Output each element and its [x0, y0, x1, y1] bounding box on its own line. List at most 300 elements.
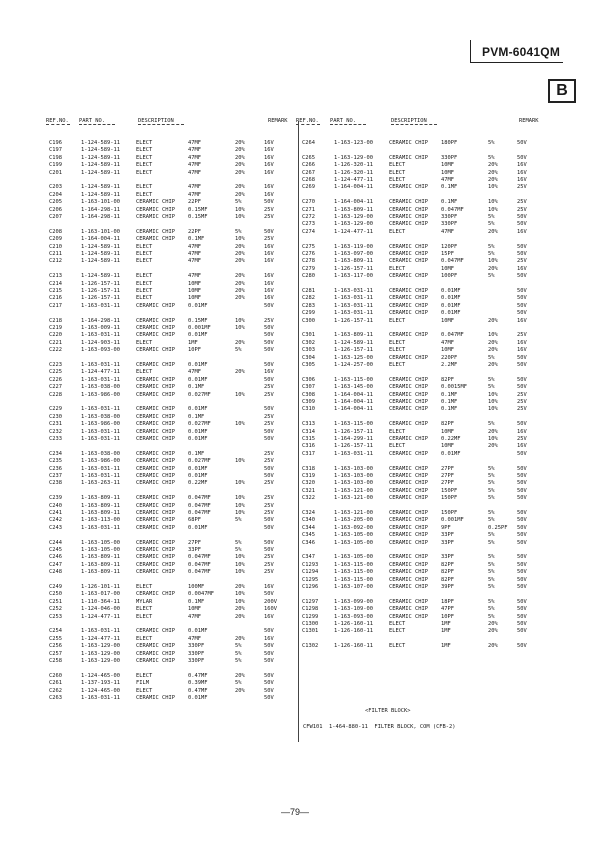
cell-value: 10PF: [441, 613, 454, 620]
cell-value: 0.1MF: [188, 236, 205, 243]
table-row: [302, 288, 547, 295]
cell-value: 330PF: [188, 658, 205, 664]
cell-ref-no: C283: [302, 302, 315, 309]
cell-value: 0.01MF: [441, 450, 461, 457]
cell-ref-no: C213: [49, 273, 62, 280]
cell-voltage: 25V: [264, 450, 274, 457]
table-row: [49, 495, 294, 502]
cell-tolerance: 20%: [488, 177, 498, 183]
table-row: [49, 303, 294, 310]
cell-voltage: 50V: [517, 517, 527, 524]
cell-tolerance: 0.25PF: [488, 524, 508, 531]
cell-tolerance: 10%: [488, 406, 498, 413]
cell-value: 0.047MF: [441, 332, 464, 339]
cell-tolerance: 10%: [235, 325, 245, 331]
cell-tolerance: 10%: [488, 399, 498, 405]
table-row: [302, 177, 547, 184]
cell-voltage: 16V: [517, 347, 527, 354]
cell-value: 0.1MF: [188, 384, 205, 391]
table-row: [302, 340, 547, 347]
cell-voltage: 16V: [264, 584, 274, 590]
cell-description: CERAMIC CHIP: [389, 288, 428, 294]
cell-value: 220PF: [441, 354, 458, 361]
table-row: [302, 355, 547, 362]
cell-ref-no: C1294: [302, 569, 319, 576]
cell-value: 330PF: [441, 214, 458, 220]
table-row: [49, 147, 294, 154]
cell-description: CERAMIC CHIP: [136, 325, 175, 331]
cell-tolerance: 10%: [235, 510, 245, 516]
cell-value: 33PF: [441, 554, 454, 561]
cell-part-no: 1-163-129-00: [334, 154, 373, 161]
table-row: [49, 288, 294, 295]
cell-voltage: 50V: [264, 672, 274, 679]
cell-part-no: 1-124-589-11: [81, 154, 120, 161]
table-row: [302, 584, 547, 591]
cell-voltage: 50V: [517, 584, 527, 590]
cell-value: 330PF: [188, 643, 205, 650]
table-row: [49, 236, 294, 243]
cell-description: CERAMIC CHIP: [136, 362, 175, 368]
table-row: [302, 577, 547, 584]
cell-part-no: 1-124-477-11: [334, 228, 373, 235]
cell-value: 27PF: [441, 473, 454, 479]
cell-ref-no: C266: [302, 162, 315, 169]
cell-value: 33PF: [188, 547, 201, 553]
cell-description: CERAMIC CHIP: [389, 406, 428, 413]
cell-tolerance: 10%: [488, 332, 498, 339]
cell-part-no: 1-163-115-00: [334, 421, 373, 428]
cell-voltage: 50V: [517, 473, 527, 479]
cell-value: 1MF: [441, 643, 451, 650]
cell-part-no: 1-163-986-00: [81, 391, 120, 398]
cell-description: CERAMIC CHIP: [389, 206, 428, 213]
cell-part-no: 1-124-903-11: [81, 339, 120, 346]
cell-voltage: 50V: [517, 362, 527, 368]
cell-part-no: 1-124-589-11: [81, 273, 120, 280]
cell-part-no: 1-163-809-11: [81, 561, 120, 568]
cell-part-no: 1-164-004-11: [334, 399, 373, 405]
cell-voltage: 50V: [264, 465, 274, 472]
cell-part-no: 1-124-589-11: [81, 191, 120, 198]
cell-description: ELECT: [389, 428, 406, 435]
cell-description: CERAMIC CHIP: [389, 258, 428, 265]
cell-ref-no: C220: [49, 332, 62, 339]
cell-voltage: 50V: [264, 473, 274, 479]
cell-tolerance: 20%: [235, 243, 245, 250]
table-row: [49, 273, 294, 280]
header-rule: [296, 124, 320, 125]
cell-tolerance: 20%: [235, 280, 245, 287]
cell-description: CERAMIC CHIP: [136, 517, 175, 524]
cell-part-no: 1-164-004-11: [334, 406, 373, 413]
cell-value: 0.047MF: [441, 258, 464, 265]
cell-value: 0.01MF: [188, 332, 208, 339]
cell-value: 82PF: [441, 421, 454, 428]
cell-value: 0.1MF: [441, 199, 458, 206]
cell-voltage: 16V: [264, 273, 274, 280]
cell-value: 0.01MF: [188, 436, 208, 442]
cell-ref-no: C199: [49, 162, 62, 169]
table-row: [302, 621, 547, 628]
cell-value: 47MF: [188, 243, 201, 250]
cell-value: 0.047MF: [188, 569, 211, 576]
cell-ref-no: C219: [49, 325, 62, 331]
cell-description: CERAMIC CHIP: [136, 561, 175, 568]
cell-tolerance: 10%: [235, 391, 245, 398]
cell-part-no: 1-163-121-00: [334, 510, 373, 516]
cell-value: 150PF: [441, 495, 458, 502]
cell-part-no: 1-163-121-00: [334, 487, 373, 494]
cell-voltage: 25V: [264, 317, 274, 324]
cell-description: CERAMIC CHIP: [136, 317, 175, 324]
cell-part-no: 1-163-123-00: [334, 140, 373, 146]
cell-description: CERAMIC CHIP: [136, 510, 175, 516]
cell-description: ELECT: [136, 295, 153, 302]
cell-part-no: 1-164-298-11: [81, 214, 120, 220]
cell-ref-no: C240: [49, 502, 62, 509]
cell-voltage: 25V: [264, 421, 274, 428]
table-row: [49, 199, 294, 206]
cell-ref-no: C262: [49, 687, 62, 694]
cell-part-no: 1-126-157-11: [334, 317, 373, 324]
cell-voltage: 50V: [517, 243, 527, 250]
cell-ref-no: C264: [302, 140, 315, 146]
cell-value: 47MF: [188, 258, 201, 265]
cell-voltage: 50V: [264, 339, 274, 346]
cell-ref-no: C229: [49, 406, 62, 413]
table-row: [302, 562, 547, 569]
cell-part-no: 1-163-103-00: [334, 465, 373, 472]
table-row: [302, 199, 547, 206]
table-row: [49, 414, 294, 421]
cell-tolerance: 5%: [235, 680, 242, 687]
cell-voltage: 50V: [264, 517, 274, 524]
table-row: [302, 251, 547, 258]
cell-tolerance: 5%: [488, 606, 495, 613]
cell-description: CERAMIC CHIP: [389, 184, 428, 191]
cell-description: ELECT: [136, 243, 153, 250]
cell-part-no: 1-126-157-11: [334, 265, 373, 272]
cell-description: CERAMIC CHIP: [389, 140, 428, 146]
cell-value: 0.027MF: [188, 421, 211, 428]
cell-part-no: 1-163-105-00: [81, 547, 120, 553]
cell-description: ELECT: [136, 613, 153, 620]
cell-description: ELECT: [389, 347, 406, 354]
cell-description: ELECT: [136, 273, 153, 280]
cell-value: 10MF: [188, 288, 201, 294]
cell-ref-no: C301: [302, 332, 315, 339]
cell-ref-no: C278: [302, 258, 315, 265]
cell-part-no: 1-163-103-00: [334, 473, 373, 479]
cell-voltage: 25V: [517, 206, 527, 213]
cell-value: 0.047MF: [188, 510, 211, 516]
cell-description: CERAMIC CHIP: [136, 450, 175, 457]
cell-ref-no: C198: [49, 154, 62, 161]
cell-part-no: 1-163-031-11: [81, 628, 120, 635]
cell-tolerance: 10%: [235, 458, 245, 465]
cell-tolerance: 5%: [488, 273, 495, 280]
filter-block-title: <FILTER BLOCK>: [365, 708, 411, 714]
table-row: [49, 332, 294, 339]
cell-value: 47MF: [188, 273, 201, 280]
cell-voltage: 16V: [264, 295, 274, 302]
cell-value: 0.15MF: [188, 206, 208, 213]
table-row: [302, 310, 547, 317]
cell-description: ELECT: [136, 288, 153, 294]
cell-part-no: 1-163-031-11: [81, 428, 120, 435]
cell-ref-no: C222: [49, 347, 62, 354]
cell-part-no: 1-163-099-00: [334, 598, 373, 605]
cell-part-no: 1-124-477-11: [334, 177, 373, 183]
cell-voltage: 25V: [264, 214, 274, 220]
header-desc-left: DESCRIPTION: [138, 118, 174, 124]
cell-tolerance: 10%: [235, 421, 245, 428]
cell-value: 100MF: [188, 584, 205, 590]
cell-tolerance: 20%: [235, 672, 245, 679]
cell-part-no: 1-164-004-11: [81, 236, 120, 243]
cell-part-no: 1-126-157-11: [81, 280, 120, 287]
cell-part-no: 1-163-031-11: [334, 295, 373, 302]
table-row: [302, 184, 547, 191]
cell-value: 0.1MF: [441, 391, 458, 398]
cell-ref-no: C306: [302, 376, 315, 383]
cell-tolerance: 20%: [488, 628, 498, 635]
cell-voltage: 16V: [264, 154, 274, 161]
cell-ref-no: C247: [49, 561, 62, 568]
cell-description: CERAMIC CHIP: [389, 554, 428, 561]
cell-tolerance: 5%: [488, 251, 495, 257]
cell-value: 22PF: [188, 228, 201, 235]
cell-description: FILM: [136, 680, 149, 687]
cell-ref-no: C268: [302, 177, 315, 183]
cell-tolerance: 20%: [235, 606, 245, 613]
table-row: [302, 244, 547, 251]
cell-description: CERAMIC CHIP: [389, 584, 428, 590]
cell-ref-no: C260: [49, 672, 62, 679]
cell-tolerance: 20%: [488, 162, 498, 169]
cell-part-no: 1-163-109-00: [334, 606, 373, 613]
cell-voltage: 50V: [264, 428, 274, 435]
cell-description: CERAMIC CHIP: [136, 206, 175, 213]
cell-value: 0.01MF: [188, 465, 208, 472]
header-desc-right: DESCRIPTION: [391, 118, 427, 124]
column-divider: [298, 121, 299, 742]
cell-value: 0.1MF: [441, 184, 458, 191]
cell-description: CERAMIC CHIP: [389, 399, 428, 405]
cell-value: 0.01MF: [441, 288, 461, 294]
cell-value: 0.1MF: [441, 406, 458, 413]
cell-voltage: 16V: [264, 288, 274, 294]
cell-voltage: 25V: [264, 510, 274, 516]
cell-part-no: 1-163-107-00: [334, 584, 373, 590]
cell-tolerance: 10%: [235, 206, 245, 213]
cell-description: ELECT: [136, 251, 153, 257]
cell-voltage: 50V: [264, 650, 274, 657]
cell-ref-no: C305: [302, 362, 315, 368]
cell-part-no: 1-163-809-11: [334, 332, 373, 339]
cell-part-no: 1-126-160-11: [334, 621, 373, 627]
cell-description: CERAMIC CHIP: [136, 302, 175, 309]
table-row: [49, 436, 294, 443]
cell-description: CERAMIC CHIP: [389, 199, 428, 206]
cell-ref-no: C246: [49, 554, 62, 561]
cell-value: 33PF: [441, 539, 454, 546]
table-row: [302, 451, 547, 458]
cell-value: 47MF: [441, 339, 454, 346]
cell-description: ELECT: [136, 191, 153, 198]
cell-voltage: 25V: [517, 199, 527, 206]
cell-description: ELECT: [136, 584, 153, 590]
cell-ref-no: C282: [302, 295, 315, 302]
cell-description: ELECT: [136, 154, 153, 161]
cell-part-no: 1-163-101-00: [81, 199, 120, 206]
cell-ref-no: C269: [302, 184, 315, 191]
cell-ref-no: C347: [302, 554, 315, 561]
table-row: [49, 192, 294, 199]
cell-part-no: 1-163-105-00: [334, 554, 373, 561]
table-row: [49, 451, 294, 458]
table-row: [49, 562, 294, 569]
cell-value: 0.15MF: [188, 214, 208, 220]
cell-description: CERAMIC CHIP: [136, 199, 175, 206]
cell-value: 0.01MF: [188, 302, 208, 309]
table-row: [49, 140, 294, 147]
cell-ref-no: C261: [49, 680, 62, 687]
table-row: [302, 155, 547, 162]
cell-tolerance: 5%: [488, 554, 495, 561]
table-row: [302, 362, 547, 369]
cell-part-no: 1-163-031-11: [81, 332, 120, 339]
cell-part-no: 1-124-257-00: [334, 362, 373, 368]
cell-ref-no: C232: [49, 428, 62, 435]
cell-voltage: 25V: [264, 458, 274, 465]
cell-voltage: 50V: [517, 288, 527, 294]
table-row: [49, 406, 294, 413]
table-row: [49, 584, 294, 591]
table-row: [302, 473, 547, 480]
cell-description: ELECT: [389, 265, 406, 272]
table-row: [302, 377, 547, 384]
cell-voltage: 50V: [517, 421, 527, 428]
cell-voltage: 50V: [264, 362, 274, 368]
cell-part-no: 1-163-115-00: [334, 561, 373, 568]
cell-part-no: 1-124-589-11: [81, 147, 120, 154]
cell-value: 27PF: [441, 480, 454, 487]
cell-voltage: 25V: [264, 561, 274, 568]
cell-part-no: 1-124-046-00: [81, 606, 120, 613]
table-row: [302, 443, 547, 450]
cell-ref-no: C279: [302, 265, 315, 272]
cell-ref-no: C257: [49, 650, 62, 657]
cell-ref-no: C271: [302, 206, 315, 213]
cell-description: ELECT: [389, 317, 406, 324]
cell-voltage: 50V: [264, 332, 274, 339]
table-row: [302, 384, 547, 391]
cell-value: 0.15MF: [188, 317, 208, 324]
cell-value: 47MF: [188, 613, 201, 620]
cell-voltage: 50V: [517, 621, 527, 627]
cell-voltage: 25V: [517, 406, 527, 413]
cell-tolerance: 10%: [488, 206, 498, 213]
cell-part-no: 1-124-465-00: [81, 672, 120, 679]
table-row: [49, 318, 294, 325]
cell-description: CERAMIC CHIP: [136, 465, 175, 472]
cell-value: 150PF: [441, 487, 458, 494]
cell-ref-no: C226: [49, 376, 62, 383]
cell-part-no: 1-163-263-11: [81, 480, 120, 487]
cell-value: 10MF: [441, 265, 454, 272]
cell-voltage: 16V: [264, 147, 274, 154]
cell-part-no: 1-163-125-00: [334, 354, 373, 361]
cell-part-no: 1-163-031-11: [334, 288, 373, 294]
cell-ref-no: C207: [49, 214, 62, 220]
cell-value: 10MF: [441, 317, 454, 324]
cell-description: CERAMIC CHIP: [389, 251, 428, 257]
cell-part-no: 1-163-809-11: [334, 206, 373, 213]
cell-description: ELECT: [136, 184, 153, 191]
cell-voltage: 160V: [264, 606, 277, 613]
cell-tolerance: 5%: [488, 561, 495, 568]
cell-part-no: 1-163-031-11: [81, 362, 120, 368]
cell-tolerance: 20%: [235, 369, 245, 376]
cell-voltage: 50V: [517, 561, 527, 568]
cell-tolerance: 10%: [235, 317, 245, 324]
cell-voltage: 25V: [264, 413, 274, 420]
cell-tolerance: 10%: [235, 214, 245, 220]
table-row: [49, 636, 294, 643]
cell-description: ELECT: [389, 628, 406, 635]
cell-value: 180PF: [441, 140, 458, 146]
cell-description: CERAMIC CHIP: [389, 376, 428, 383]
cell-part-no: 1-163-129-00: [334, 214, 373, 220]
table-row: [302, 170, 547, 177]
cell-voltage: 50V: [517, 510, 527, 516]
table-row: [49, 207, 294, 214]
cell-ref-no: C270: [302, 199, 315, 206]
cell-voltage: 50V: [517, 554, 527, 561]
cell-description: ELECT: [136, 606, 153, 613]
cell-part-no: 1-163-105-00: [334, 532, 373, 539]
table-row: [49, 458, 294, 465]
cell-description: ELECT: [136, 339, 153, 346]
cell-ref-no: C318: [302, 465, 315, 472]
cell-ref-no: C249: [49, 584, 62, 590]
cell-ref-no: C204: [49, 191, 62, 198]
table-row: [302, 162, 547, 169]
cell-part-no: 1-124-589-11: [81, 140, 120, 146]
cell-ref-no: C310: [302, 406, 315, 413]
cell-description: CERAMIC CHIP: [136, 384, 175, 391]
cell-value: 0.01MF: [188, 406, 208, 413]
cell-description: CERAMIC CHIP: [389, 384, 428, 391]
table-row: [302, 540, 547, 547]
table-row: [302, 332, 547, 339]
cell-voltage: 16V: [264, 369, 274, 376]
cell-value: 0.01MF: [188, 428, 208, 435]
cell-value: 0.047MF: [441, 206, 464, 213]
cell-value: 27PF: [441, 465, 454, 472]
cell-description: ELECT: [389, 643, 406, 650]
table-row: [49, 540, 294, 547]
cell-value: 47MF: [188, 154, 201, 161]
cell-ref-no: C214: [49, 280, 62, 287]
cell-tolerance: 20%: [235, 295, 245, 302]
table-row: [49, 606, 294, 613]
cell-part-no: 1-163-031-11: [81, 376, 120, 383]
cell-description: CERAMIC CHIP: [136, 332, 175, 339]
cell-description: CERAMIC CHIP: [389, 473, 428, 479]
